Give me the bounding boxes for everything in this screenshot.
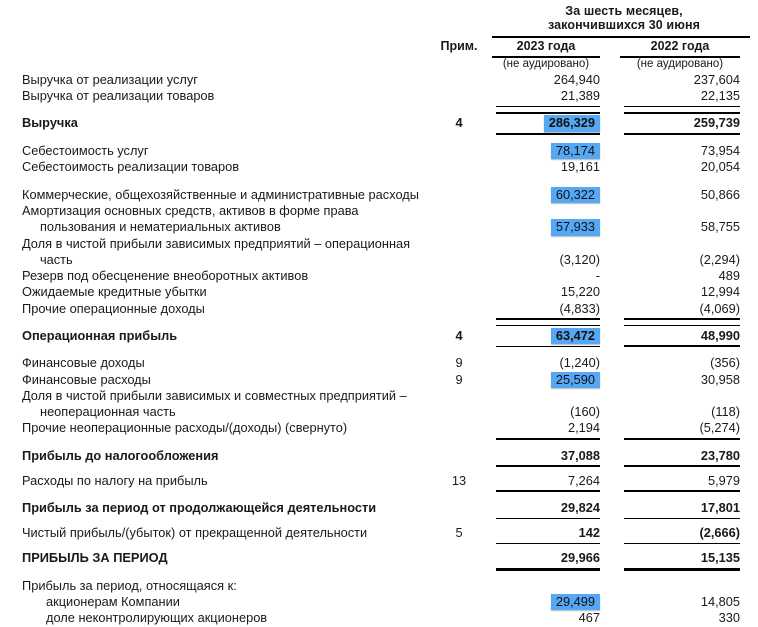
row-value-2022: 30,958 (700, 371, 740, 387)
year-2022-header: 2022 года (650, 39, 710, 53)
row-label: Расходы по налогу на прибыль (22, 472, 208, 488)
row-label: Финансовые доходы (22, 355, 145, 371)
row-label: Выручка от реализации услуг (22, 72, 198, 87)
header-span-rule (492, 36, 750, 38)
highlighted-value[interactable]: 286,329 (544, 115, 600, 132)
row-label: Амортизация основных средств, активов в форме права (22, 203, 359, 219)
statement-rows (0, 72, 758, 627)
row-value-2023: 467 (578, 610, 600, 626)
table-row-profit-for-period (0, 550, 758, 566)
period-heading (490, 4, 758, 32)
row-value-2023: (3,120) (559, 252, 600, 268)
table-row-profit-before-tax (0, 448, 758, 464)
table-row (0, 525, 758, 541)
table-row (0, 594, 758, 611)
row-value-2023: 19,161 (560, 159, 600, 175)
row-value-2022: 12,994 (700, 284, 740, 300)
row-value-2022: 73,954 (700, 142, 740, 158)
row-label: Прибыль за период, относящаяся к: (22, 577, 237, 593)
table-row (0, 219, 758, 236)
row-value-2023 (490, 328, 600, 345)
row-value-2022: 489 (718, 268, 740, 284)
table-row-profit-continuing (0, 500, 758, 516)
subtotal-rule (624, 438, 740, 440)
highlighted-value[interactable]: 29,499 (551, 594, 600, 611)
row-value-2023: - (595, 268, 600, 284)
total-rule (624, 345, 740, 347)
row-value-2023: 29,824 (490, 500, 600, 516)
row-label: Доля в чистой прибыли зависимых и совместных предприятий – (22, 388, 407, 404)
row-label: Прибыль за период от продолжающейся деятельности (22, 500, 377, 516)
row-label: Резерв под обесценение внеоборотных активов (22, 268, 309, 284)
row-label: Себестоимость реализации товаров (22, 159, 240, 175)
row-label: акционерам Компании (46, 593, 180, 609)
row-value-2023: 264,940 (553, 72, 600, 87)
table-row (0, 420, 758, 436)
row-value-2022: (2,294) (699, 252, 740, 268)
subtotal-rule (624, 325, 740, 327)
subtotal-rule (624, 112, 740, 114)
subtotal-rule (496, 325, 600, 327)
row-value-2022: 17,801 (600, 500, 740, 516)
row-value-2022: 5,979 (600, 473, 740, 489)
row-value-2022: 14,805 (700, 593, 740, 609)
row-value-2022: (2,666) (600, 525, 740, 541)
row-label: Выручка от реализации товаров (22, 88, 215, 104)
row-value-2022: 237,604 (693, 72, 740, 87)
subtotal-rule (624, 490, 740, 492)
total-rule (496, 133, 600, 135)
row-value-2023 (490, 372, 600, 389)
table-row (0, 388, 758, 404)
highlighted-value[interactable]: 60,322 (551, 187, 600, 204)
row-label: Финансовые расходы (22, 371, 151, 387)
row-label: Прочие неоперационные расходы/(доходы) (свернуто) (22, 420, 348, 436)
table-row (0, 88, 758, 104)
note-column-header: Прим. (440, 39, 478, 53)
row-value-2023 (490, 187, 600, 204)
table-row (0, 203, 758, 219)
row-label: часть (40, 252, 73, 268)
subtotal-rule (496, 106, 600, 108)
grand-total-rule (624, 568, 740, 571)
row-value-2023: 21,389 (490, 88, 600, 104)
row-value-2022: 15,135 (600, 550, 740, 566)
row-value-2023: 29,966 (490, 550, 600, 566)
table-header (0, 0, 758, 72)
table-row (0, 159, 758, 175)
row-value-2022: 50,866 (700, 186, 740, 202)
table-row (0, 578, 758, 594)
highlighted-value[interactable]: 25,590 (551, 372, 600, 389)
row-value-2023: 2,194 (490, 420, 600, 436)
row-value-2022: 330 (718, 610, 740, 626)
total-rule (624, 518, 740, 520)
row-value-2023: 37,088 (490, 448, 600, 464)
row-value-2022: 48,990 (600, 328, 740, 344)
unaudited-label-2022: (не аудировано) (636, 58, 724, 70)
total-rule (496, 465, 600, 467)
row-note: 9 (455, 355, 463, 371)
subtotal-rule (624, 543, 740, 545)
table-row (0, 72, 758, 88)
row-label: Выручка (22, 115, 78, 131)
row-value-2023 (490, 219, 600, 236)
subtotal-rule (496, 318, 600, 320)
year-2023-header: 2023 года (516, 39, 576, 53)
total-rule (496, 518, 600, 520)
row-note: 5 (455, 525, 463, 541)
table-row (0, 473, 758, 489)
row-value-2023 (490, 594, 600, 611)
row-label: Прибыль до налогообложения (22, 447, 219, 463)
row-label: Себестоимость услуг (22, 142, 149, 158)
row-label: Операционная прибыль (22, 327, 178, 343)
row-value-2022: (5,274) (600, 420, 740, 436)
row-note: 4 (455, 115, 463, 131)
highlighted-value[interactable]: 78,174 (551, 143, 600, 160)
row-label: пользования и нематериальных активов (40, 219, 281, 235)
spacer (0, 176, 758, 187)
grand-total-rule (496, 568, 600, 571)
table-row-operating-profit (0, 328, 758, 345)
row-label: Доля в чистой прибыли зависимых предприятий – операционная (22, 235, 411, 251)
row-value-2022: (4,069) (600, 301, 740, 317)
row-value-2023: 7,264 (490, 473, 600, 489)
row-value-2023 (490, 115, 600, 132)
row-value-2023: (1,240) (559, 355, 600, 371)
table-row (0, 301, 758, 317)
row-value-2022: 22,135 (600, 88, 740, 104)
period-heading-line1: За шесть месяцев, (565, 4, 683, 18)
total-rule (624, 133, 740, 135)
row-value-2023: 142 (490, 525, 600, 541)
unaudited-label-2023: (не аудировано) (502, 58, 590, 70)
row-value-2022: 23,780 (600, 448, 740, 464)
subtotal-rule (496, 112, 600, 114)
row-label: доле неконтролирующих акционеров (46, 610, 268, 626)
row-value-2023: (160) (570, 404, 600, 420)
row-label: Коммерческие, общехозяйственные и административные расходы (22, 186, 419, 202)
row-value-2022: 58,755 (700, 219, 740, 235)
subtotal-rule (496, 543, 600, 545)
row-label: неоперационная часть (40, 404, 176, 420)
period-heading-line2: закончившихся 30 июня (547, 18, 701, 32)
row-label: Ожидаемые кредитные убытки (22, 284, 207, 300)
row-label: Чистый прибыль/(убыток) от прекращенной деятельности (22, 525, 368, 541)
row-note: 13 (451, 472, 467, 488)
table-row (0, 404, 758, 420)
row-value-2023: 15,220 (560, 284, 600, 300)
table-row (0, 284, 758, 300)
row-note: 9 (455, 371, 463, 387)
highlighted-value[interactable]: 63,472 (551, 328, 600, 345)
table-row (0, 187, 758, 204)
row-value-2022: (356) (710, 355, 740, 371)
total-rule (624, 465, 740, 467)
row-note: 4 (455, 327, 463, 343)
table-row (0, 610, 758, 626)
row-value-2022: 20,054 (700, 159, 740, 175)
subtotal-rule (624, 106, 740, 108)
subtotal-rule (496, 438, 600, 440)
table-row (0, 372, 758, 389)
row-label: ПРИБЫЛЬ ЗА ПЕРИОД (22, 550, 168, 566)
table-row (0, 143, 758, 160)
table-row (0, 268, 758, 284)
table-row (0, 252, 758, 268)
subtotal-rule (496, 490, 600, 492)
total-rule (496, 346, 600, 348)
table-row (0, 236, 758, 252)
table-row-total-revenue (0, 115, 758, 132)
row-value-2023 (490, 143, 600, 160)
highlighted-value[interactable]: 57,933 (551, 219, 600, 236)
table-row (0, 355, 758, 371)
subtotal-rule (624, 318, 740, 320)
row-value-2022: 259,739 (600, 115, 740, 131)
row-label: Прочие операционные доходы (22, 300, 205, 316)
row-value-2023: (4,833) (490, 301, 600, 317)
row-value-2022: (118) (711, 404, 740, 420)
